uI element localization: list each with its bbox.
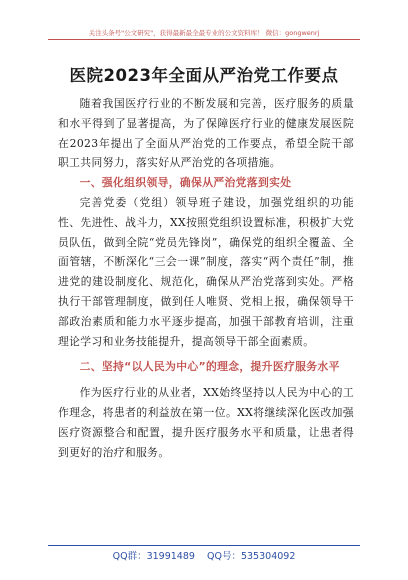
- header-divider: [48, 39, 360, 40]
- section-2-paragraph: 作为医疗行业的从业者，XX始终坚持以人民为中心的工作理念，将患者的利益放在第一位。XX将继续深化医改加强医疗资源整合和配置，提升医疗服务水平和质量，让患者得到更好的治疗和服务。: [58, 386, 354, 459]
- section-1-heading: 一、强化组织领导，确保从严治党落到实处: [79, 176, 292, 190]
- section-1-paragraph: 完善党委（党组）领导班子建设，加强党组织的功能性、先进性、战斗力，XX按照党组织设置标准，积极扩大党员队伍，做到全院“党员先锋岗”，确保党的组织全覆盖、全面管辖，不断深化“三会一课”制度，落实“两个责任”制，推进党的建设制度化、规范化，确保从严治党落到实处。严格执行干部管理制度，做到任人唯贤、党相上报，确保领导干部政治素质和能力水平逐步提高，加强干部教育培训，注重理论学习和业务技能提升，提高领导干部全面素质。: [58, 195, 354, 348]
- intro-paragraph: 随着我国医疗行业的不断发展和完善，医疗服务的质量和水平得到了显著提高，为了保障医疗行业的健康发展医院在2023年提出了全面从严治党的工作要点，希望全院干部职工共同努力，落实好从严治党的各项措施。: [58, 97, 354, 170]
- document-title: 医院2023年全面从严治党工作要点: [69, 66, 339, 85]
- document-body: [58, 94, 354, 463]
- footer-divider: [48, 545, 360, 546]
- footer-contact: QQ群：31991489 QQ号：535304092: [112, 551, 296, 562]
- header-banner: 关注头条号"公文研究"，获得最新最全最专业的公文资料库！ 微信：gongwenrj: [88, 29, 320, 37]
- section-2-heading: 二、坚持“以人民为中心”的理念，提升医疗服务水平: [79, 360, 340, 374]
